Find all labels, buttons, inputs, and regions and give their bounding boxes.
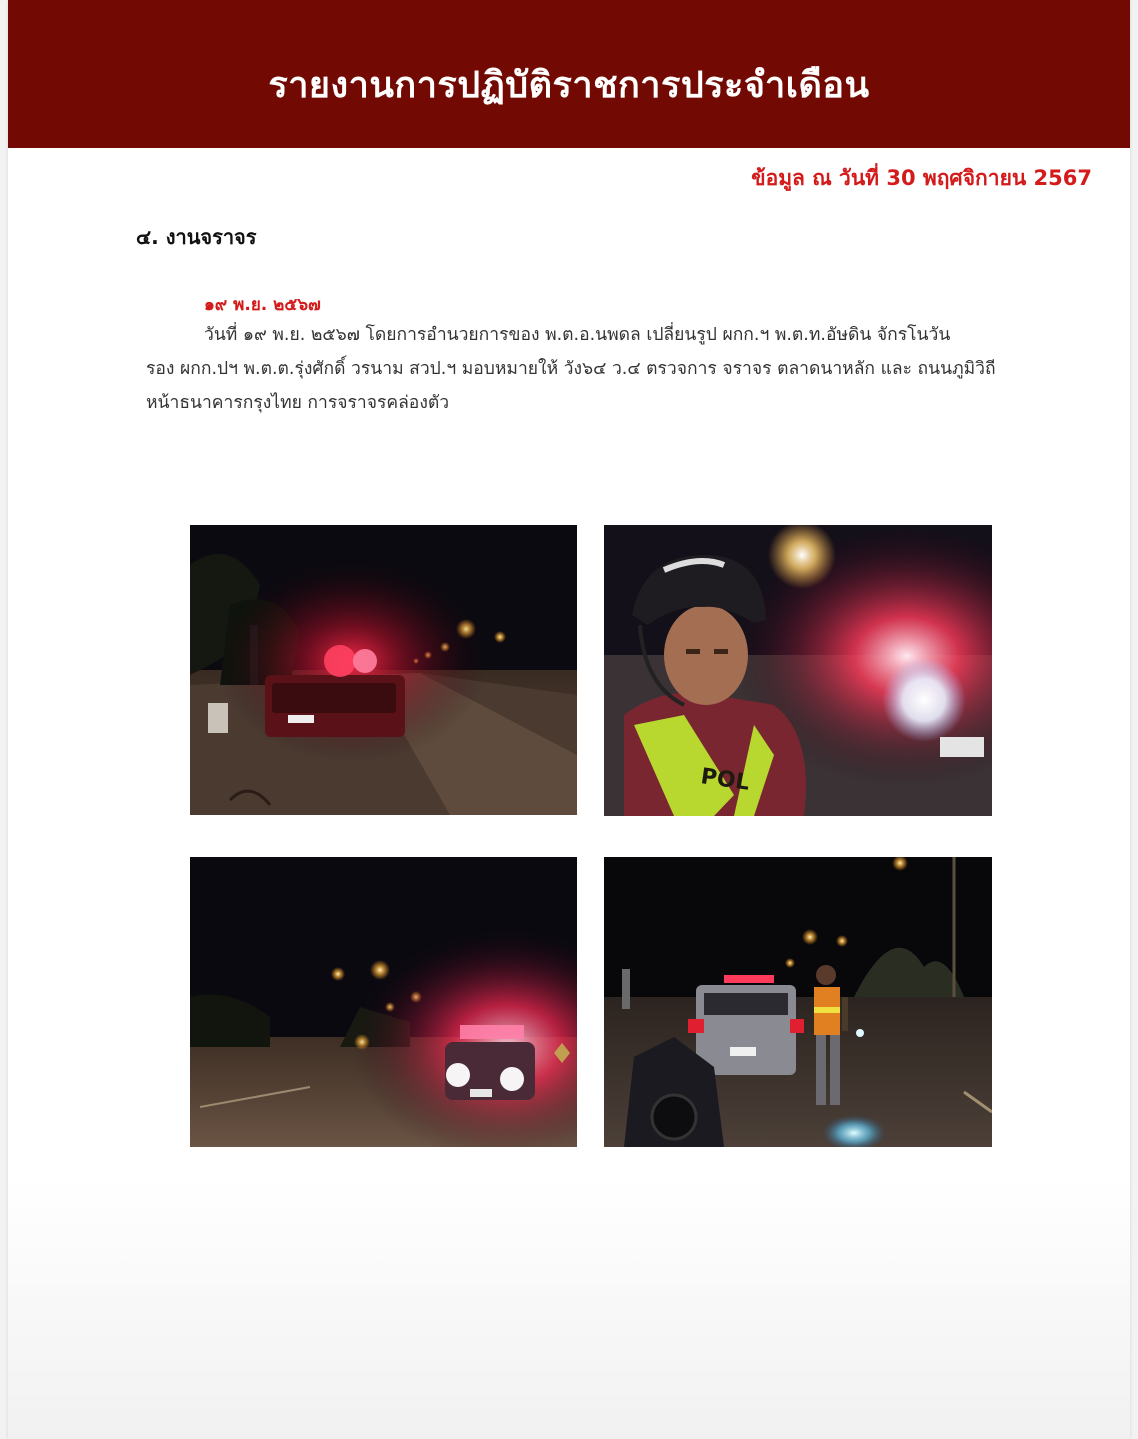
officer-beside-truck-photo — [604, 857, 992, 1147]
vest-text: POL — [699, 764, 752, 796]
header-banner — [8, 0, 1130, 148]
patrol-truck-headlights-photo — [190, 857, 577, 1147]
entry-date: ๑๙ พ.ย. ๒๕๖๗ — [204, 295, 321, 315]
paragraph-line: รอง ผกก.ปฯ พ.ต.ต.รุ่งศักดิ์ วรนาม สวป.ฯ มอบหมายให้ วัง๖๔ ว.๔ ตรวจการ จราจร ตลาดนาหลัก และ ถนนภูมิวิถี — [146, 359, 996, 379]
paragraph-line: วันที่ ๑๙ พ.ย. ๒๕๖๗ โดยการอำนวยการของ พ.ต.อ.นพดล เปลี่ยนรูป ผกก.ฯ พ.ต.ท.อัษดิน จักรโนวัน — [204, 325, 951, 345]
section-heading: ๔. งานจราจร — [136, 225, 257, 249]
officer-selfie-photo — [604, 525, 992, 816]
entry-paragraph — [146, 318, 1026, 420]
report-page — [8, 0, 1130, 1439]
paragraph-line: หน้าธนาคารกรุงไทย การจราจรคล่องตัว — [146, 393, 450, 413]
patrol-truck-night-photo — [190, 525, 577, 815]
data-as-of-date: ข้อมูล ณ วันที่ 30 พฤศจิกายน 2567 — [751, 166, 1092, 190]
report-title: รายงานการปฏิบัติราชการประจำเดือน — [268, 65, 870, 106]
